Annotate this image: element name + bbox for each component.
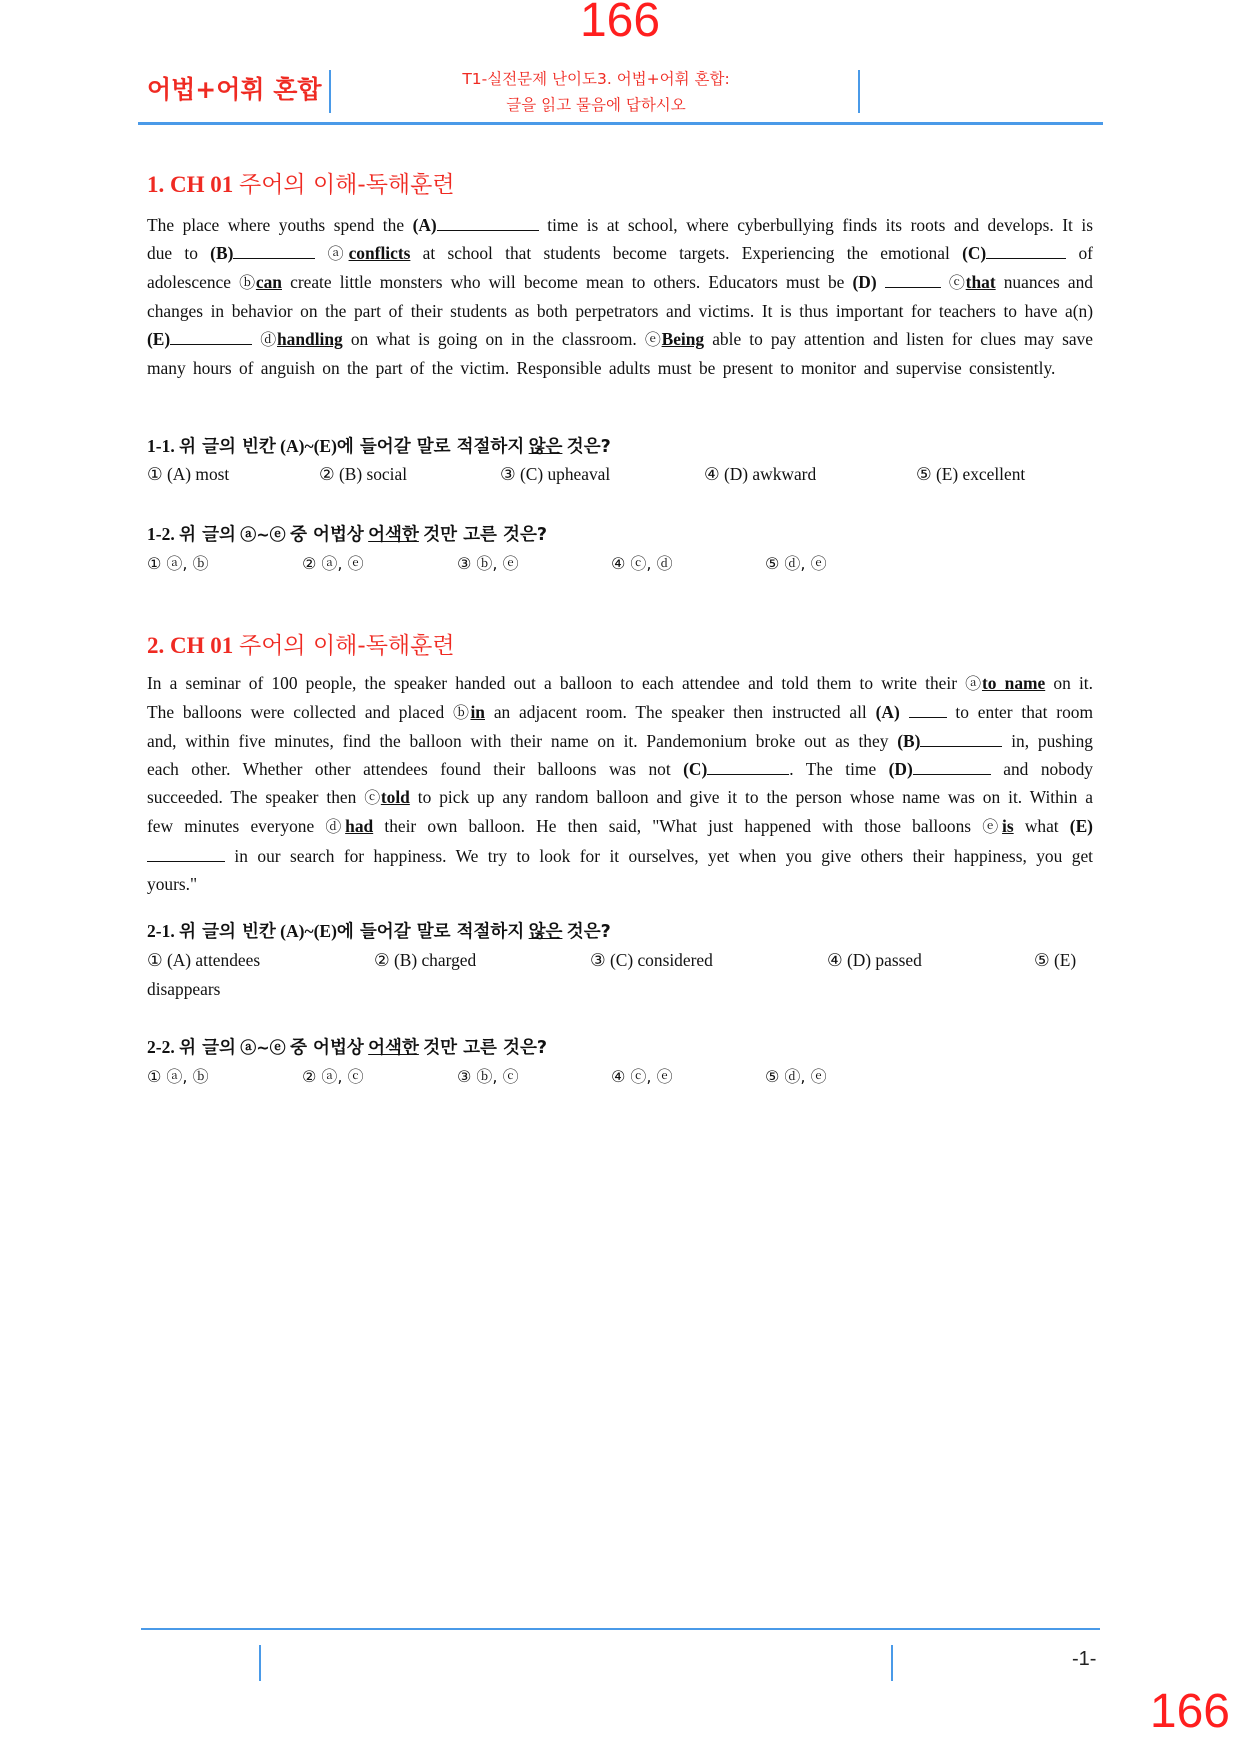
option-1-1-2[interactable]: ② (B) social <box>319 464 408 484</box>
question-1-2-text-post: 것만 고른 것은? <box>423 525 548 545</box>
question-2-1-label: 2-1. <box>147 921 175 941</box>
option-1-2-3[interactable]: ③ ⓑ, ⓔ <box>457 554 519 573</box>
option-2-2-5[interactable]: ⑤ ⓓ, ⓔ <box>765 1067 827 1086</box>
header-subtitle-line2: 글을 읽고 물음에 답하시오 <box>506 96 686 114</box>
page-number-top: 166 <box>579 0 661 47</box>
question-2-2 <box>147 1033 547 1062</box>
question-2-2-text-mid: 중 어법상 <box>290 1038 364 1058</box>
section-2-passage: In a seminar of 100 people, the speaker handed out a balloon to each attendee and told them to write their ⓐto name on it. The balloons were collected and placed ⓑin an adjacent room. The speaker then instructed all (A) to enter that room and, within five minutes, find the balloon with their name on it. Pandemonium broke out as they (B) in, pushing each other. Whether other attendees found their balloons was not (C) . The time (D) and nobody succeeded. The speaker then ⓒtold to pick up any random balloon and give it to the person whose name was on it. Within a few minutes everyone ⓓhad their own balloon. He then said, "What just happened with those balloons ⓔis what (E) in our search for happiness. We try to look for it ourselves, yet when you give others their happiness, you get yours." <box>147 673 1093 894</box>
option-2-1-5[interactable]: ⑤ (E) <box>1034 950 1077 970</box>
option-1-2-4[interactable]: ④ ⓒ, ⓓ <box>611 554 673 573</box>
option-2-1-5-continued: disappears <box>147 978 221 999</box>
question-1-1-text-post: 것은? <box>566 437 611 457</box>
option-2-1-1[interactable]: ① (A) attendees <box>147 950 261 970</box>
question-1-2-label: 1-2. <box>147 524 175 544</box>
section-2-number: 2. <box>147 633 165 658</box>
section-2-title-ko: 주어의 이해-독해훈련 <box>239 633 455 659</box>
question-2-2-range: ⓐ~ⓔ <box>240 1038 286 1057</box>
question-2-1-range: (A)~(E) <box>280 921 337 941</box>
section-1-number: 1. <box>147 172 165 197</box>
footer-divider-left <box>259 1645 261 1681</box>
header-rule <box>138 122 1103 125</box>
section-2-title <box>147 629 455 663</box>
question-2-1-emphasis: 않은 <box>528 922 563 942</box>
section-1-title-ko: 주어의 이해-독해훈련 <box>239 172 455 198</box>
question-1-2-text-mid: 중 어법상 <box>290 525 364 545</box>
option-1-1-1[interactable]: ① (A) most <box>147 464 230 484</box>
question-1-2 <box>147 520 547 549</box>
option-2-2-4[interactable]: ④ ⓒ, ⓔ <box>611 1067 673 1086</box>
question-2-2-emphasis: 어색한 <box>368 1038 419 1058</box>
question-2-1 <box>147 917 611 946</box>
option-2-2-3[interactable]: ③ ⓑ, ⓒ <box>457 1067 519 1086</box>
question-2-1-text-post: 것은? <box>566 922 611 942</box>
option-2-1-4[interactable]: ④ (D) passed <box>827 950 922 970</box>
footer-rule <box>141 1628 1100 1630</box>
question-2-1-text-pre: 위 글의 빈칸 <box>179 922 276 942</box>
option-1-1-5[interactable]: ⑤ (E) excellent <box>916 464 1026 484</box>
option-2-2-1[interactable]: ① ⓐ, ⓑ <box>147 1067 209 1086</box>
question-1-1-text-mid: 에 들어갈 말로 적절하지 <box>336 437 525 457</box>
question-2-2-text-post: 것만 고른 것은? <box>423 1038 548 1058</box>
question-2-2-text-pre: 위 글의 <box>179 1038 236 1058</box>
option-1-2-2[interactable]: ② ⓐ, ⓔ <box>302 554 364 573</box>
header-divider-right <box>858 70 860 113</box>
option-2-1-3[interactable]: ③ (C) considered <box>590 950 713 970</box>
option-1-1-3[interactable]: ③ (C) upheaval <box>500 464 611 484</box>
header-divider-left <box>329 70 331 113</box>
option-1-1-4[interactable]: ④ (D) awkward <box>704 464 817 484</box>
question-2-2-label: 2-2. <box>147 1037 175 1057</box>
header-subtitle-line1: T1-실전문제 난이도3. 어법+어휘 혼합: <box>462 70 730 88</box>
section-1-passage: The place where youths spend the (A) time is at school, where cyberbullying finds its roots and develops. It is due to (B) ⓐconflicts at school that students become targets. Experiencing the emotional (C) of adolescence ⓑcan create little monsters who will become mean to others. Educators must be (D) ⓒthat nuances and changes in behavior on the part of their students as both perpetrators and victims. It is thus important for teachers to have a(n) (E) ⓓhandling on what is going on in the classroom. ⓔBeing able to pay attention and listen for clues may save many hours of anguish on the part of the victim. Responsible adults must be present to monitor and supervise consistently. <box>147 215 1093 379</box>
question-1-1-emphasis: 않은 <box>528 437 563 457</box>
question-1-2-text-pre: 위 글의 <box>179 525 236 545</box>
option-2-1-2[interactable]: ② (B) charged <box>374 950 477 970</box>
section-2-chapter: CH 01 <box>170 633 234 658</box>
section-1-title <box>147 168 455 202</box>
option-2-2-2[interactable]: ② ⓐ, ⓒ <box>302 1067 364 1086</box>
question-2-1-text-mid: 에 들어갈 말로 적절하지 <box>336 922 525 942</box>
question-1-1-text-pre: 위 글의 빈칸 <box>179 437 276 457</box>
option-1-2-5[interactable]: ⑤ ⓓ, ⓔ <box>765 554 827 573</box>
footer-divider-right <box>891 1645 893 1681</box>
option-1-2-1[interactable]: ① ⓐ, ⓑ <box>147 554 209 573</box>
section-1-chapter: CH 01 <box>170 172 234 197</box>
footer-page-label: -1- <box>1072 1648 1097 1670</box>
question-1-1-label: 1-1. <box>147 436 175 456</box>
question-1-2-emphasis: 어색한 <box>368 525 419 545</box>
question-1-1-range: (A)~(E) <box>280 436 337 456</box>
header-subtitle <box>336 66 856 118</box>
question-1-1 <box>147 432 611 461</box>
question-1-2-range: ⓐ~ⓔ <box>240 525 286 544</box>
page-number-bottom: 166 <box>1149 1685 1230 1738</box>
header-title: 어법+어휘 혼합 <box>147 75 322 104</box>
